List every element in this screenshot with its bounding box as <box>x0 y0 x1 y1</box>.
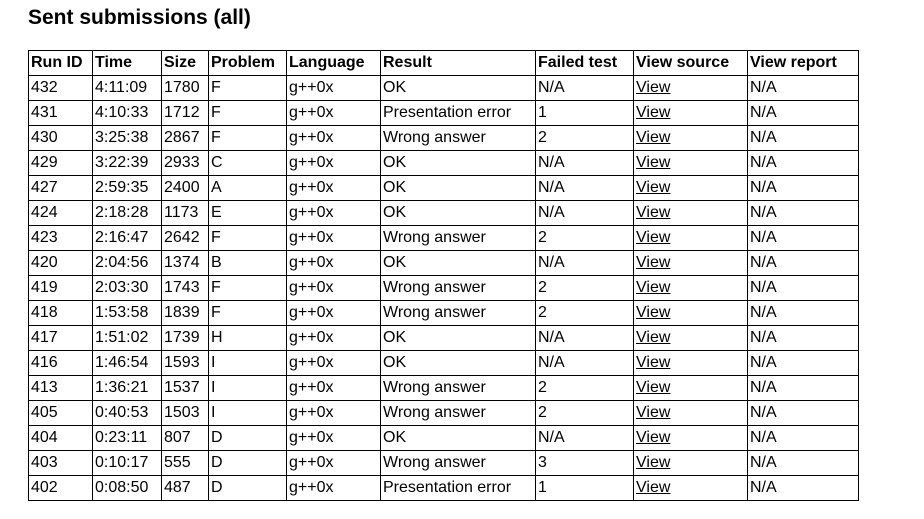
cell-view-source <box>634 401 748 426</box>
cell-size: 487 <box>162 476 209 501</box>
cell-size: 1593 <box>162 351 209 376</box>
cell-problem: H <box>209 326 287 351</box>
cell-problem: B <box>209 251 287 276</box>
view-source-link[interactable]: View <box>636 304 671 321</box>
cell-size: 2933 <box>162 151 209 176</box>
cell-result: Presentation error <box>381 476 536 501</box>
table-row <box>29 276 859 301</box>
view-source-link[interactable]: View <box>636 379 671 396</box>
cell-language: g++0x <box>287 251 381 276</box>
cell-time: 4:10:33 <box>93 101 162 126</box>
cell-run-id: 404 <box>29 426 93 451</box>
cell-view-report: N/A <box>748 176 859 201</box>
cell-size: 2867 <box>162 126 209 151</box>
table-row <box>29 101 859 126</box>
cell-problem: F <box>209 101 287 126</box>
cell-result: OK <box>381 151 536 176</box>
cell-run-id: 417 <box>29 326 93 351</box>
view-source-link[interactable]: View <box>636 354 671 371</box>
cell-view-source <box>634 276 748 301</box>
cell-run-id: 424 <box>29 201 93 226</box>
cell-failed-test: N/A <box>536 351 634 376</box>
cell-failed-test: 1 <box>536 101 634 126</box>
cell-time: 1:51:02 <box>93 326 162 351</box>
cell-result: Presentation error <box>381 101 536 126</box>
cell-failed-test: 2 <box>536 126 634 151</box>
cell-language: g++0x <box>287 476 381 501</box>
cell-run-id: 419 <box>29 276 93 301</box>
cell-view-source <box>634 476 748 501</box>
cell-language: g++0x <box>287 326 381 351</box>
cell-failed-test: 2 <box>536 301 634 326</box>
cell-result: OK <box>381 201 536 226</box>
view-source-link[interactable]: View <box>636 204 671 221</box>
cell-failed-test: 2 <box>536 226 634 251</box>
view-source-link[interactable]: View <box>636 404 671 421</box>
cell-view-report: N/A <box>748 451 859 476</box>
cell-view-report: N/A <box>748 401 859 426</box>
cell-view-source <box>634 326 748 351</box>
cell-language: g++0x <box>287 426 381 451</box>
cell-problem: A <box>209 176 287 201</box>
cell-result: OK <box>381 326 536 351</box>
cell-run-id: 420 <box>29 251 93 276</box>
view-source-link[interactable]: View <box>636 279 671 296</box>
cell-language: g++0x <box>287 276 381 301</box>
cell-view-source <box>634 176 748 201</box>
cell-view-report: N/A <box>748 251 859 276</box>
cell-run-id: 416 <box>29 351 93 376</box>
cell-time: 4:11:09 <box>93 76 162 101</box>
column-header-size: Size <box>162 51 209 76</box>
cell-result: Wrong answer <box>381 401 536 426</box>
cell-time: 3:25:38 <box>93 126 162 151</box>
cell-view-source <box>634 201 748 226</box>
cell-result: OK <box>381 351 536 376</box>
cell-size: 1173 <box>162 201 209 226</box>
cell-result: Wrong answer <box>381 301 536 326</box>
column-header-view-source: View source <box>634 51 748 76</box>
cell-view-report: N/A <box>748 201 859 226</box>
cell-run-id: 418 <box>29 301 93 326</box>
cell-time: 1:36:21 <box>93 376 162 401</box>
cell-view-report: N/A <box>748 426 859 451</box>
view-source-link[interactable]: View <box>636 429 671 446</box>
cell-failed-test: N/A <box>536 201 634 226</box>
table-row <box>29 226 859 251</box>
cell-time: 2:03:30 <box>93 276 162 301</box>
view-source-link[interactable]: View <box>636 479 671 496</box>
cell-problem: F <box>209 226 287 251</box>
cell-time: 0:40:53 <box>93 401 162 426</box>
cell-size: 2642 <box>162 226 209 251</box>
cell-problem: D <box>209 451 287 476</box>
table-row <box>29 301 859 326</box>
cell-run-id: 413 <box>29 376 93 401</box>
cell-run-id: 431 <box>29 101 93 126</box>
cell-view-report: N/A <box>748 126 859 151</box>
cell-language: g++0x <box>287 451 381 476</box>
column-header-view-report: View report <box>748 51 859 76</box>
page-title: Sent submissions (all) <box>28 6 251 29</box>
cell-problem: F <box>209 276 287 301</box>
cell-view-report: N/A <box>748 76 859 101</box>
cell-size: 1503 <box>162 401 209 426</box>
cell-language: g++0x <box>287 351 381 376</box>
cell-result: Wrong answer <box>381 451 536 476</box>
cell-problem: C <box>209 151 287 176</box>
cell-view-source <box>634 76 748 101</box>
cell-language: g++0x <box>287 176 381 201</box>
cell-run-id: 432 <box>29 76 93 101</box>
column-header-problem: Problem <box>209 51 287 76</box>
table-row <box>29 451 859 476</box>
cell-view-report: N/A <box>748 476 859 501</box>
cell-run-id: 427 <box>29 176 93 201</box>
cell-failed-test: 1 <box>536 476 634 501</box>
cell-result: OK <box>381 176 536 201</box>
cell-time: 3:22:39 <box>93 151 162 176</box>
cell-language: g++0x <box>287 101 381 126</box>
cell-size: 1743 <box>162 276 209 301</box>
cell-view-source <box>634 376 748 401</box>
table-row <box>29 201 859 226</box>
cell-run-id: 430 <box>29 126 93 151</box>
cell-failed-test: N/A <box>536 426 634 451</box>
cell-size: 1712 <box>162 101 209 126</box>
view-source-link[interactable]: View <box>636 329 671 346</box>
view-source-link[interactable]: View <box>636 229 671 246</box>
cell-time: 2:16:47 <box>93 226 162 251</box>
cell-failed-test: N/A <box>536 76 634 101</box>
table-header-row <box>29 51 859 76</box>
cell-result: Wrong answer <box>381 276 536 301</box>
column-header-time: Time <box>93 51 162 76</box>
view-source-link[interactable]: View <box>636 154 671 171</box>
view-source-link[interactable]: View <box>636 129 671 146</box>
cell-failed-test: N/A <box>536 151 634 176</box>
cell-view-report: N/A <box>748 276 859 301</box>
cell-view-source <box>634 426 748 451</box>
cell-failed-test: 2 <box>536 276 634 301</box>
cell-time: 1:46:54 <box>93 351 162 376</box>
cell-view-source <box>634 251 748 276</box>
cell-size: 1780 <box>162 76 209 101</box>
cell-time: 2:04:56 <box>93 251 162 276</box>
cell-problem: D <box>209 426 287 451</box>
cell-failed-test: N/A <box>536 176 634 201</box>
cell-language: g++0x <box>287 76 381 101</box>
cell-size: 2400 <box>162 176 209 201</box>
cell-size: 1374 <box>162 251 209 276</box>
cell-size: 1839 <box>162 301 209 326</box>
cell-language: g++0x <box>287 301 381 326</box>
cell-view-source <box>634 301 748 326</box>
cell-problem: I <box>209 401 287 426</box>
submissions-table <box>28 50 859 501</box>
cell-time: 0:10:17 <box>93 451 162 476</box>
table-row <box>29 176 859 201</box>
cell-failed-test: N/A <box>536 251 634 276</box>
cell-failed-test: 3 <box>536 451 634 476</box>
view-source-link[interactable]: View <box>636 254 671 271</box>
table-row <box>29 251 859 276</box>
cell-result: Wrong answer <box>381 376 536 401</box>
cell-view-source <box>634 126 748 151</box>
cell-problem: I <box>209 351 287 376</box>
cell-problem: E <box>209 201 287 226</box>
cell-failed-test: N/A <box>536 326 634 351</box>
cell-language: g++0x <box>287 151 381 176</box>
cell-view-report: N/A <box>748 351 859 376</box>
view-source-link[interactable]: View <box>636 179 671 196</box>
cell-view-report: N/A <box>748 376 859 401</box>
cell-view-source <box>634 351 748 376</box>
view-source-link[interactable]: View <box>636 454 671 471</box>
table-row <box>29 126 859 151</box>
table-row <box>29 426 859 451</box>
cell-view-report: N/A <box>748 151 859 176</box>
table-row <box>29 76 859 101</box>
cell-language: g++0x <box>287 226 381 251</box>
table-row <box>29 401 859 426</box>
cell-problem: F <box>209 126 287 151</box>
cell-run-id: 405 <box>29 401 93 426</box>
cell-view-source <box>634 151 748 176</box>
cell-view-source <box>634 101 748 126</box>
cell-time: 2:59:35 <box>93 176 162 201</box>
table-row <box>29 351 859 376</box>
column-header-run-id: Run ID <box>29 51 93 76</box>
cell-problem: D <box>209 476 287 501</box>
cell-problem: I <box>209 376 287 401</box>
cell-failed-test: 2 <box>536 401 634 426</box>
cell-run-id: 403 <box>29 451 93 476</box>
cell-problem: F <box>209 76 287 101</box>
cell-view-report: N/A <box>748 101 859 126</box>
cell-problem: F <box>209 301 287 326</box>
cell-time: 2:18:28 <box>93 201 162 226</box>
cell-time: 0:08:50 <box>93 476 162 501</box>
view-source-link[interactable]: View <box>636 104 671 121</box>
cell-result: Wrong answer <box>381 226 536 251</box>
cell-view-report: N/A <box>748 301 859 326</box>
cell-language: g++0x <box>287 126 381 151</box>
cell-language: g++0x <box>287 376 381 401</box>
cell-result: OK <box>381 76 536 101</box>
column-header-failed-test: Failed test <box>536 51 634 76</box>
cell-view-source <box>634 451 748 476</box>
cell-view-report: N/A <box>748 326 859 351</box>
cell-size: 555 <box>162 451 209 476</box>
cell-run-id: 423 <box>29 226 93 251</box>
table-row <box>29 376 859 401</box>
column-header-result: Result <box>381 51 536 76</box>
cell-result: OK <box>381 251 536 276</box>
cell-language: g++0x <box>287 201 381 226</box>
cell-size: 1537 <box>162 376 209 401</box>
column-header-language: Language <box>287 51 381 76</box>
cell-view-report: N/A <box>748 226 859 251</box>
cell-run-id: 402 <box>29 476 93 501</box>
cell-time: 1:53:58 <box>93 301 162 326</box>
submissions-tbody <box>29 76 859 501</box>
view-source-link[interactable]: View <box>636 79 671 96</box>
table-row <box>29 151 859 176</box>
table-row <box>29 326 859 351</box>
table-row <box>29 476 859 501</box>
cell-view-source <box>634 226 748 251</box>
cell-time: 0:23:11 <box>93 426 162 451</box>
cell-size: 1739 <box>162 326 209 351</box>
cell-run-id: 429 <box>29 151 93 176</box>
cell-result: Wrong answer <box>381 126 536 151</box>
cell-result: OK <box>381 426 536 451</box>
cell-failed-test: 2 <box>536 376 634 401</box>
cell-language: g++0x <box>287 401 381 426</box>
cell-size: 807 <box>162 426 209 451</box>
